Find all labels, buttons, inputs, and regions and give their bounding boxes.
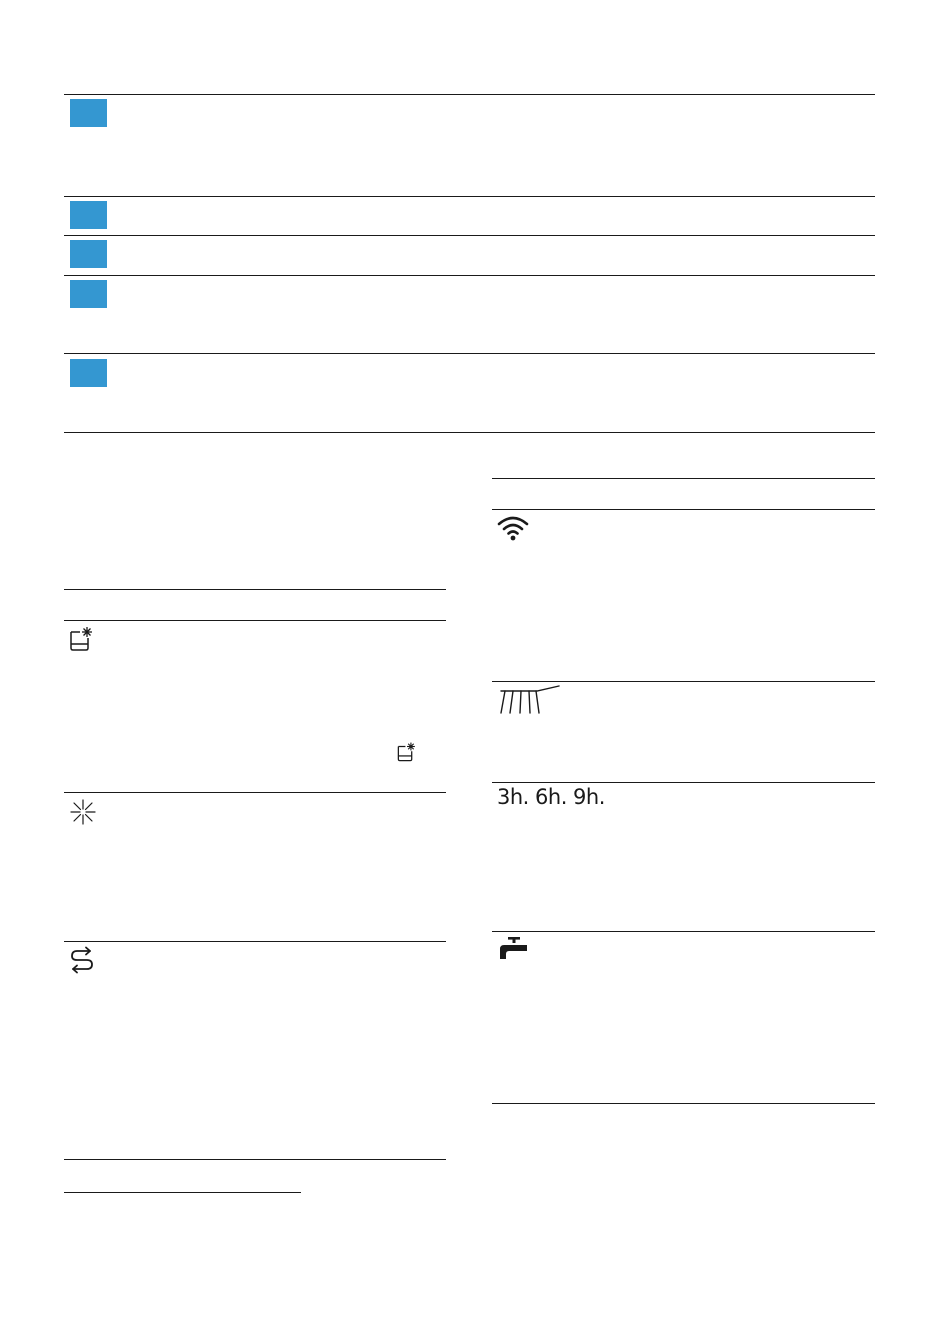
extra-dry-sparkle-icon	[70, 799, 96, 825]
status-badge	[70, 99, 107, 127]
status-badge	[70, 201, 107, 229]
table-rule	[64, 275, 875, 276]
table-rule	[64, 432, 875, 433]
wifi-icon	[497, 513, 529, 541]
status-badge	[70, 280, 107, 308]
table-rule	[492, 931, 875, 932]
table-rule	[492, 1103, 875, 1104]
rinse-loop-icon	[68, 946, 96, 974]
table-rule	[492, 509, 875, 510]
water-tap-icon	[497, 935, 533, 965]
table-rule	[64, 620, 446, 621]
table-rule	[492, 782, 875, 783]
footnote-rule	[64, 1192, 301, 1193]
table-rule	[64, 94, 875, 95]
machine-care-icon	[396, 741, 418, 763]
table-rule	[492, 681, 875, 682]
table-rule	[64, 1159, 446, 1160]
table-header-rule	[64, 589, 446, 590]
delay-timer-label: 3h. 6h. 9h.	[497, 785, 605, 809]
table-header-rule	[492, 478, 875, 479]
table-rule	[64, 353, 875, 354]
status-badge	[70, 359, 107, 387]
spray-arm-icon	[497, 685, 561, 715]
table-rule	[64, 941, 446, 942]
status-badge	[70, 240, 107, 268]
table-rule	[64, 235, 875, 236]
machine-care-icon	[68, 625, 96, 653]
table-rule	[64, 792, 446, 793]
table-rule	[64, 196, 875, 197]
